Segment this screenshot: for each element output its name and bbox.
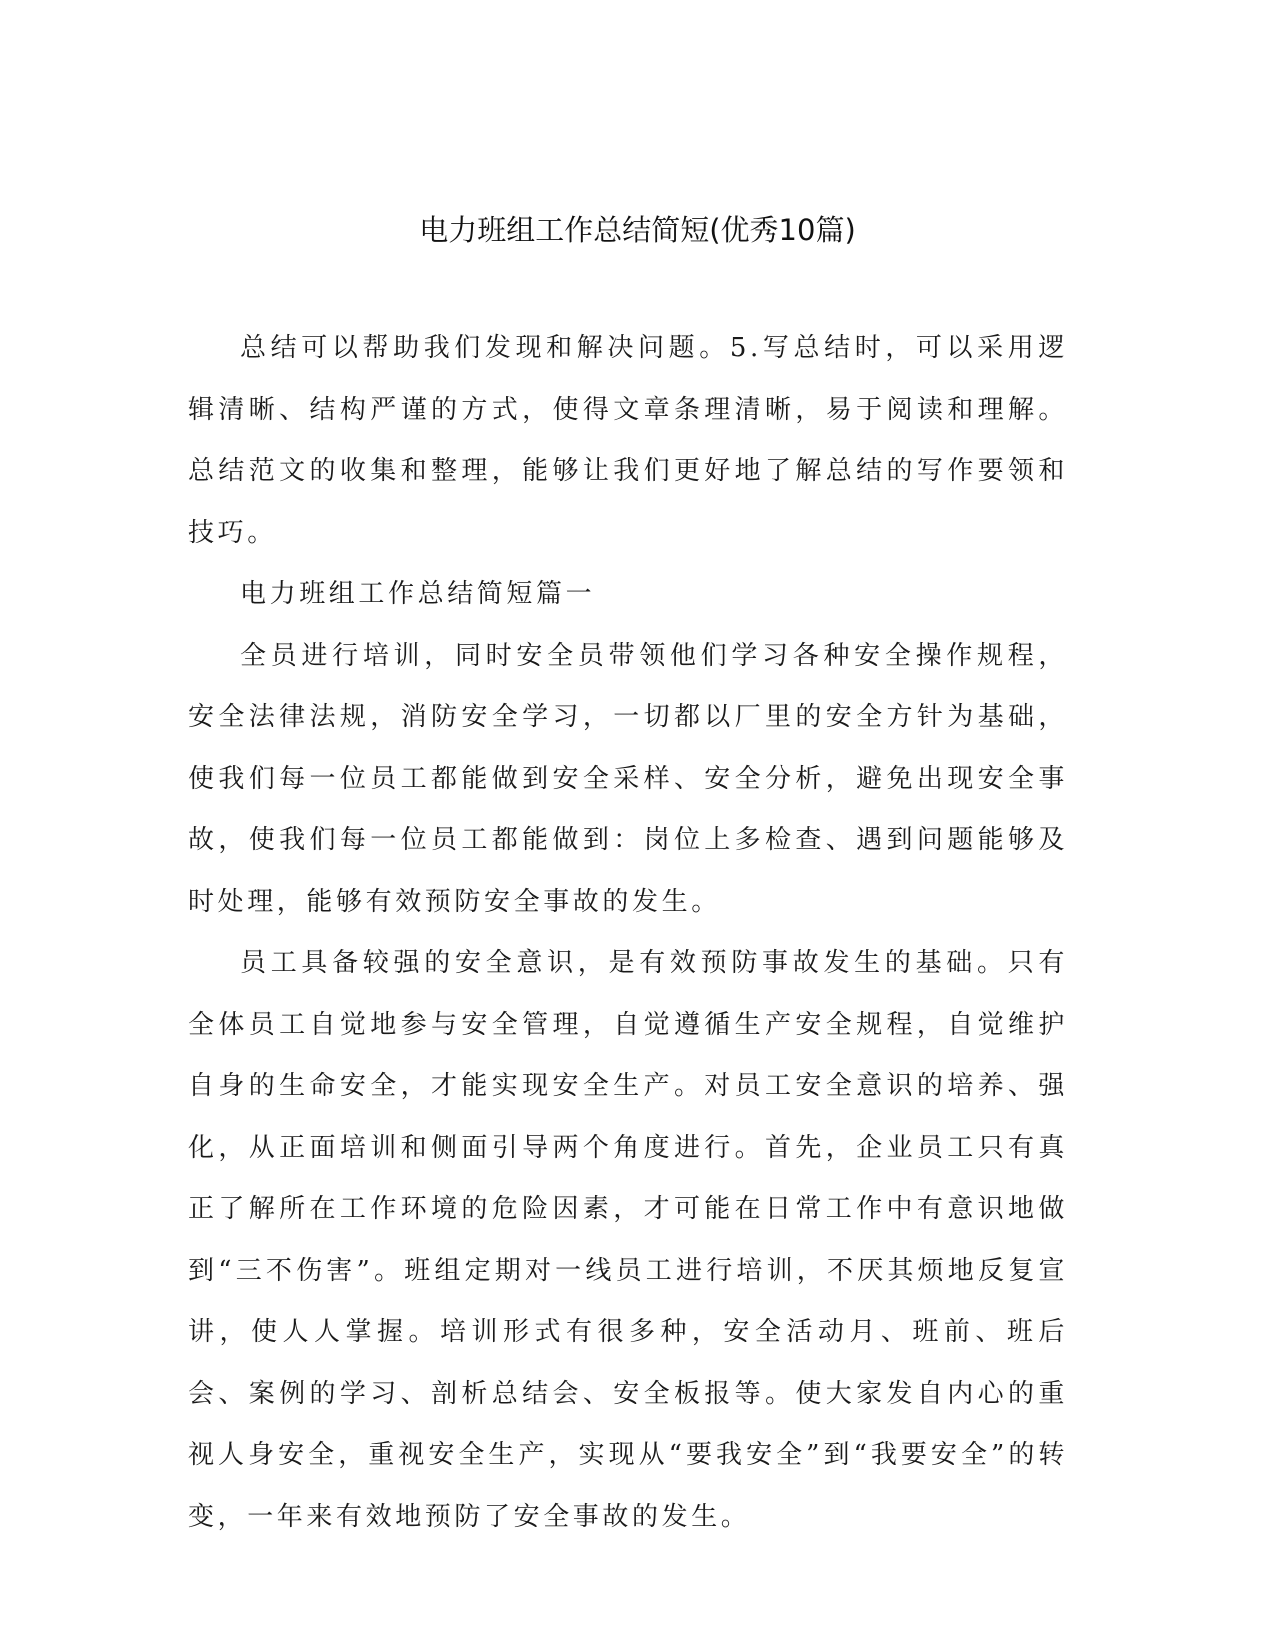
body-paragraph: 员工具备较强的安全意识，是有效预防事故发生的基础。只有全体员工自觉地参与安全管理，自觉遵循生产安全规程，自觉维护自身的生命安全，才能实现安全生产。对员工安全意识的培养、强化，从正面培训和侧面引导两个角度进行。首先，企业员工只有真正了解所在工作环境的危险因素，才可能在日常工作中有意识地做到“三不伤害”。班组定期对一线员工进行培训，不厌其烦地反复宣讲，使人人掌握。培训形式有很多种，安全活动月、班前、班后会、案例的学习、剖析总结会、安全板报等。使大家发自内心的重视人身安全，重视安全生产，实现从“要我安全”到“我要安全”的转变，一年来有效地预防了安全事故的发生。 (188, 948, 1068, 1532)
body-paragraph: 全员进行培训，同时安全员带领他们学习各种安全操作规程，安全法律法规，消防安全学习，一切都以厂里的安全方针为基础，使我们每一位员工都能做到安全采样、安全分析，避免出现安全事故，使我们每一位员工都能做到：岗位上多检查、遇到问题能够及时处理，能够有效预防安全事故的发生。 (188, 640, 1068, 917)
section-heading: 电力班组工作总结简短篇一 (240, 579, 596, 609)
document-body (188, 318, 1068, 1548)
intro-paragraph: 总结可以帮助我们发现和解决问题。5.写总结时，可以采用逻辑清晰、结构严谨的方式，使得文章条理清晰，易于阅读和理解。总结范文的收集和整理，能够让我们更好地了解总结的写作要领和技巧。 (188, 333, 1068, 548)
document-title: 电力班组工作总结简短(优秀10篇) (419, 213, 856, 247)
